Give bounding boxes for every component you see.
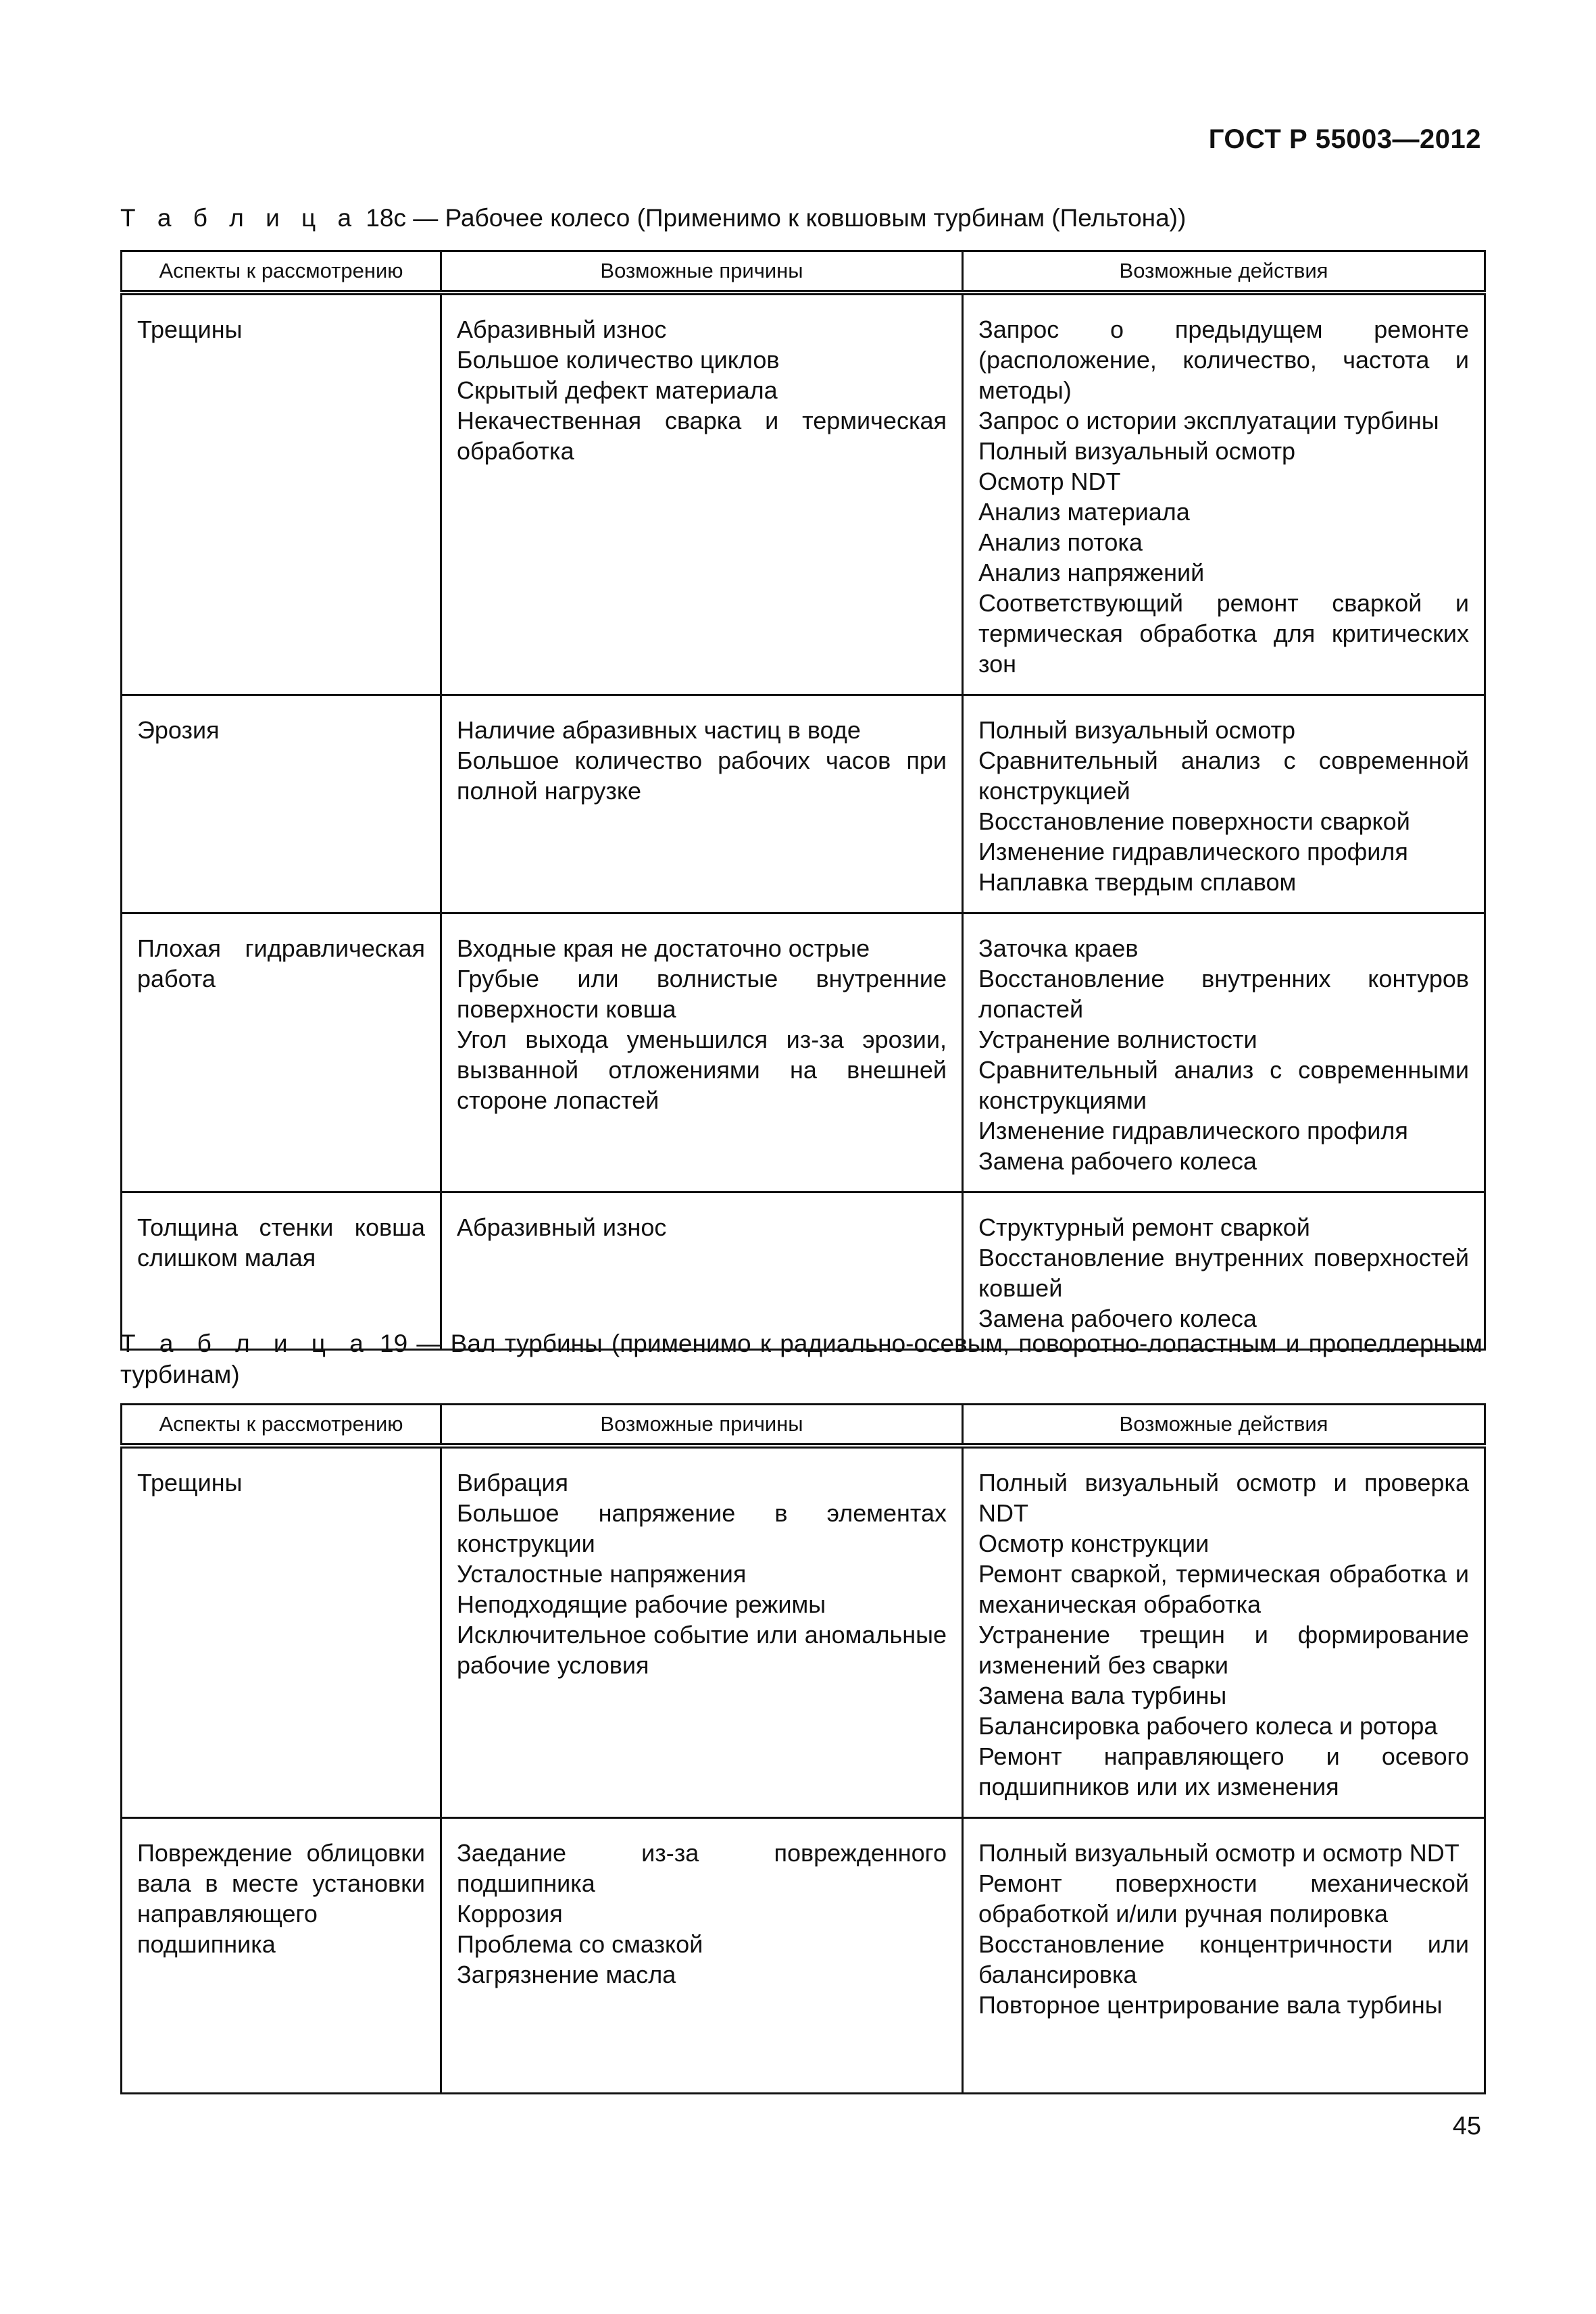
causes-cell xyxy=(441,293,963,695)
actions-cell xyxy=(963,695,1485,913)
cell-line: Восстановление внутренних поверхностей ковшей xyxy=(978,1244,1469,1302)
cell-line: Наличие абразивных частиц в воде xyxy=(457,716,861,744)
cell-line: Некачественная сварка и термическая обработка xyxy=(457,407,947,465)
column-header-causes: Возможные причины xyxy=(441,251,963,293)
cell-line: Трещины xyxy=(137,316,243,343)
table-row xyxy=(122,913,1485,1192)
table-18c-caption-text: 18с — Рабочее колесо (Применимо к ковшовым турбинам (Пельтона)) xyxy=(366,204,1187,232)
cell-line: Грубые или волнистые внутренние поверхности ковша xyxy=(457,965,947,1023)
table-19-caption-label: Т а б л и ц а xyxy=(120,1330,371,1357)
cell-line: Большое количество рабочих часов при полной нагрузке xyxy=(457,747,947,805)
cell-line: Большое количество циклов xyxy=(457,346,780,374)
cell-line: Большое напряжение в элементах конструкции xyxy=(457,1499,947,1557)
table-row xyxy=(122,293,1485,695)
page-number: 45 xyxy=(1452,2112,1481,2140)
cell-line: Замена рабочего колеса xyxy=(978,1305,1257,1332)
cell-line: Устранение трещин и формирование изменений без сварки xyxy=(978,1621,1469,1679)
actions-cell xyxy=(963,1446,1485,1818)
cell-line: Полный визуальный осмотр и проверка NDT xyxy=(978,1469,1469,1527)
cell-line: Ремонт сваркой, термическая обработка и механическая обработка xyxy=(978,1560,1469,1618)
cell-line: Абразивный износ xyxy=(457,1213,667,1241)
cell-line: Загрязнение масла xyxy=(457,1961,676,1988)
table-19-body xyxy=(122,1446,1485,2094)
aspect-cell xyxy=(122,695,441,913)
cell-line: Заточка краев xyxy=(978,934,1139,962)
cell-line: Анализ напряжений xyxy=(978,559,1205,586)
causes-cell xyxy=(441,1192,963,1350)
cell-line: Осмотр NDT xyxy=(978,468,1121,495)
aspect-cell xyxy=(122,1818,441,2094)
standard-designation: ГОСТ Р 55003—2012 xyxy=(1208,124,1481,154)
table-header-row xyxy=(122,1405,1485,1447)
cell-line: Исключительное событие или аномальные рабочие условия xyxy=(457,1621,947,1679)
causes-cell xyxy=(441,1818,963,2094)
table-19 xyxy=(120,1403,1486,2094)
cell-line: Повреждение облицовки вала в месте установки направляющего подшипника xyxy=(137,1839,425,1958)
table-18c-caption xyxy=(120,203,1482,234)
cell-line: Заедание из-за поврежденного подшипника xyxy=(457,1839,947,1897)
cell-line: Восстановление концентричности или балансировка xyxy=(978,1930,1469,1988)
table-row xyxy=(122,1192,1485,1350)
table-row xyxy=(122,1818,1485,2094)
table-19-caption-text: 19 — Вал турбины (применимо к радиально-осевым, поворотно-лопастным и пропеллерным турбинам) xyxy=(120,1330,1482,1388)
cell-line: Усталостные напряжения xyxy=(457,1560,747,1588)
cell-line: Замена вала турбины xyxy=(978,1682,1227,1709)
cell-line: Проблема со смазкой xyxy=(457,1930,703,1958)
actions-cell xyxy=(963,913,1485,1192)
cell-line: Изменение гидравлического профиля xyxy=(978,838,1408,865)
causes-cell xyxy=(441,913,963,1192)
table-18c-caption-label: Т а б л и ц а xyxy=(120,204,359,232)
cell-line: Сравнительный анализ с современной конструкцией xyxy=(978,747,1469,805)
cell-line: Анализ потока xyxy=(978,528,1143,556)
cell-line: Неподходящие рабочие режимы xyxy=(457,1590,826,1618)
cell-line: Вибрация xyxy=(457,1469,569,1496)
column-header-aspects: Аспекты к рассмотрению xyxy=(122,1405,441,1447)
cell-line: Эрозия xyxy=(137,716,220,744)
actions-cell xyxy=(963,1818,1485,2094)
cell-line: Скрытый дефект материала xyxy=(457,376,778,404)
cell-line: Запрос о предыдущем ремонте (расположение, количество, частота и методы) xyxy=(978,316,1469,404)
actions-cell xyxy=(963,293,1485,695)
cell-line: Осмотр конструкции xyxy=(978,1530,1210,1557)
cell-line: Балансировка рабочего колеса и ротора xyxy=(978,1712,1438,1740)
table-18c-body xyxy=(122,293,1485,1350)
cell-line: Полный визуальный осмотр и осмотр NDT xyxy=(978,1839,1460,1867)
cell-line: Входные края не достаточно острые xyxy=(457,934,870,962)
cell-line: Трещины xyxy=(137,1469,243,1496)
cell-line: Коррозия xyxy=(457,1900,563,1928)
aspect-cell xyxy=(122,1446,441,1818)
cell-line: Ремонт направляющего и осевого подшипников или их изменения xyxy=(978,1742,1469,1801)
cell-line: Сравнительный анализ с современными конструкциями xyxy=(978,1056,1469,1114)
table-row xyxy=(122,1446,1485,1818)
cell-line: Структурный ремонт сваркой xyxy=(978,1213,1310,1241)
cell-line: Соответствующий ремонт сваркой и термическая обработка для критических зон xyxy=(978,589,1469,678)
cell-line: Анализ материала xyxy=(978,498,1190,526)
column-header-actions: Возможные действия xyxy=(963,251,1485,293)
cell-line: Плохая гидравлическая работа xyxy=(137,934,425,992)
column-header-aspects: Аспекты к рассмотрению xyxy=(122,251,441,293)
cell-line: Полный визуальный осмотр xyxy=(978,437,1296,465)
table-row xyxy=(122,695,1485,913)
aspect-cell xyxy=(122,913,441,1192)
column-header-actions: Возможные действия xyxy=(963,1405,1485,1447)
table-header-row xyxy=(122,251,1485,293)
cell-line: Толщина стенки ковша слишком малая xyxy=(137,1213,425,1272)
cell-line: Устранение волнистости xyxy=(978,1026,1257,1053)
cell-line: Полный визуальный осмотр xyxy=(978,716,1296,744)
cell-line: Восстановление поверхности сваркой xyxy=(978,807,1410,835)
causes-cell xyxy=(441,1446,963,1818)
cell-line: Замена рабочего колеса xyxy=(978,1147,1257,1175)
cell-line: Ремонт поверхности механической обработкой и/или ручная полировка xyxy=(978,1869,1469,1928)
cell-line: Повторное центрирование вала турбины xyxy=(978,1991,1443,2019)
table-19-caption xyxy=(120,1328,1482,1390)
cell-line: Абразивный износ xyxy=(457,316,667,343)
causes-cell xyxy=(441,695,963,913)
column-header-causes: Возможные причины xyxy=(441,1405,963,1447)
actions-cell xyxy=(963,1192,1485,1350)
cell-line: Запрос о истории эксплуатации турбины xyxy=(978,407,1439,434)
aspect-cell xyxy=(122,1192,441,1350)
aspect-cell xyxy=(122,293,441,695)
cell-line: Угол выхода уменьшился из-за эрозии, вызванной отложениями на внешней стороне лопастей xyxy=(457,1026,947,1114)
cell-line: Изменение гидравлического профиля xyxy=(978,1117,1408,1145)
cell-line: Восстановление внутренних контуров лопастей xyxy=(978,965,1469,1023)
cell-line: Наплавка твердым сплавом xyxy=(978,868,1297,896)
table-18c xyxy=(120,250,1486,1351)
